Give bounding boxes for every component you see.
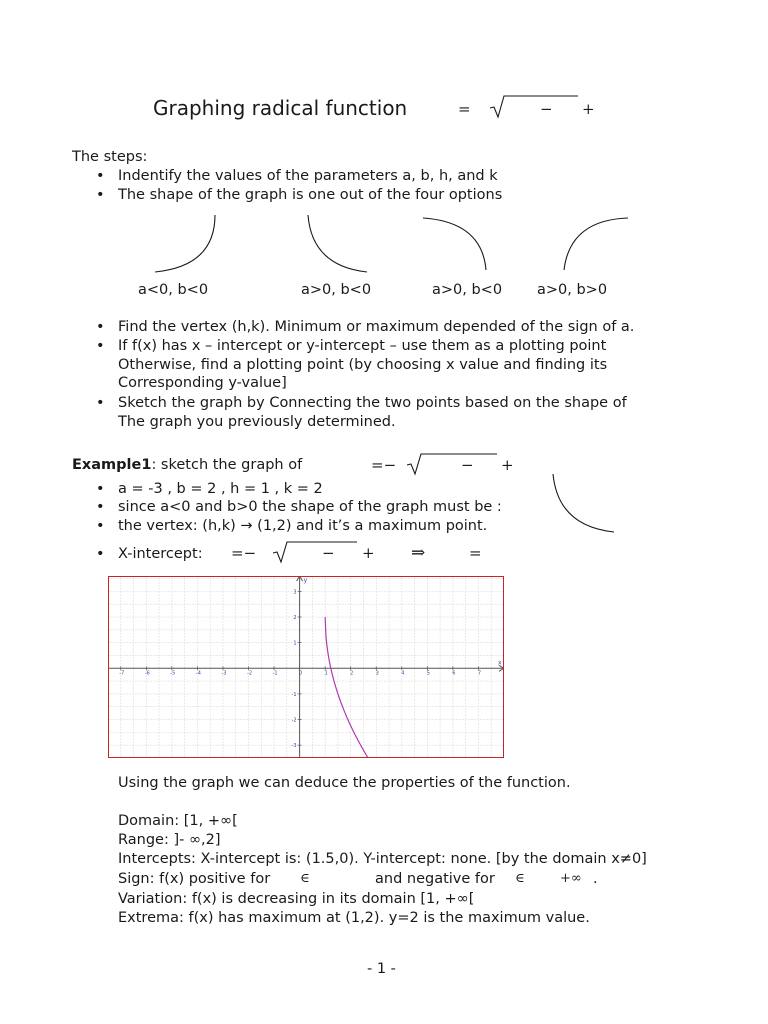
function-curve [325,617,386,758]
x-axis-label: x [498,659,502,667]
shape-curve-1 [155,215,215,272]
title-formula-plus: + [582,100,595,118]
graph-curve [325,617,386,758]
example-heading [72,456,302,475]
y-tick-label: 3 [293,589,297,596]
example-formula [365,450,525,478]
x-tick-label: 2 [350,670,354,677]
y-tick-label: 2 [293,615,297,622]
y-tick-label: -3 [291,743,297,750]
x-tick-label: -4 [195,670,201,677]
xint-formula [225,538,495,566]
x-tick-label: -7 [119,670,125,677]
example-formula-minus: − [461,456,474,474]
y-axis-label: y [303,577,308,584]
x-tick-label: 7 [477,670,482,677]
y-tick-label: -2 [291,717,297,724]
step-item: • Indentify the values of the parameters a, b, h, and k [118,167,498,186]
shape-options-figure [0,0,768,280]
xint-formula-implies: ⇒ [411,543,426,563]
example-item: • X-intercept: [118,545,203,564]
example-text: : sketch the graph of [151,457,303,473]
graph-axes [108,576,504,758]
xint-formula-plus: + [362,544,375,562]
property-domain: Domain: [1, +∞[ [118,813,238,829]
y-tick-label: -1 [291,691,297,698]
example-radical-sign [405,452,499,476]
shape-label: a>0, b>0 [537,282,608,298]
example-shape-sketch [540,468,620,538]
sign-period: . [593,871,598,887]
xint-formula-equals-2: = [469,544,482,562]
x-tick-label: 6 [452,670,456,677]
x-tick-label: 5 [426,670,430,677]
x-tick-label: -5 [170,670,176,677]
xint-formula-minus: − [322,544,335,562]
shape-label: a>0, b<0 [301,282,372,298]
x-tick-label: -6 [144,670,150,677]
example-item: • since a<0 and b>0 the shape of the graph must be : [118,498,502,517]
shape-curve-2 [308,215,367,272]
xint-radical-sign [271,540,359,564]
sign-element-of-1: ∈ [300,871,310,886]
shape-label: a>0, b<0 [432,282,503,298]
property-range: Range: ]- ∞,2] [118,832,221,848]
example-formula-equals: =− [371,456,397,474]
step-item: • Find the vertex (h,k). Minimum or maximum depended of the sign of a. [118,318,634,337]
example-label: Example1 [72,457,152,473]
step-item: • The shape of the graph is one out of the four options [118,186,502,205]
graph-ticks [119,589,481,749]
x-tick-label: -1 [272,670,278,677]
page-number: - 1 - [367,961,396,977]
graph-grid [108,576,504,758]
graph-frame [109,577,504,758]
x-tick-label: 4 [401,670,405,677]
sign-element-of-2: ∈ [515,871,525,886]
y-tick-label: 1 [293,640,297,647]
x-tick-label: 3 [375,670,379,677]
sign-negative-text: and negative for [375,871,495,887]
x-tick-label: -3 [221,670,227,677]
example-formula-plus: + [501,456,514,474]
function-graph [108,576,504,758]
example-item: • the vertex: (h,k) → (1,2) and it’s a maximum point. [118,517,487,536]
xint-formula-equals: =− [231,544,257,562]
step-item: • If f(x) has x – intercept or y-intercept – use them as a plotting point Otherwise, find a plotting point (by choosing x value and finding its Corresponding y-value] [118,337,607,393]
sign-positive-text: Sign: f(x) positive for [118,871,271,887]
shape-label: a<0, b<0 [138,282,209,298]
x-tick-label: 1 [324,670,328,677]
page-title: Graphing radical function [153,96,408,120]
title-formula-equals: = [458,100,471,118]
x-tick-label: 0 [299,670,303,677]
shape-curve-3 [423,218,486,270]
property-intercepts: Intercepts: X-intercept is: (1.5,0). Y-intercept: none. [by the domain x≠0] [118,851,647,867]
shape-curve-4 [564,218,628,270]
title-formula-minus: − [540,100,553,118]
property-variation: Variation: f(x) is decreasing in its domain [1, +∞[ [118,891,475,907]
example-item: • a = -3 , b = 2 , h = 1 , k = 2 [118,480,323,499]
properties-intro: Using the graph we can deduce the properties of the function. [118,775,571,791]
property-sign [118,870,270,889]
steps-heading: The steps: [72,149,148,165]
step-item: • Sketch the graph by Connecting the two points based on the shape of The graph you previously determined. [118,394,627,431]
property-extrema: Extrema: f(x) has maximum at (1,2). y=2 is the maximum value. [118,910,590,926]
x-tick-label: -2 [247,670,253,677]
sign-plus-infinity: +∞ [560,871,582,886]
